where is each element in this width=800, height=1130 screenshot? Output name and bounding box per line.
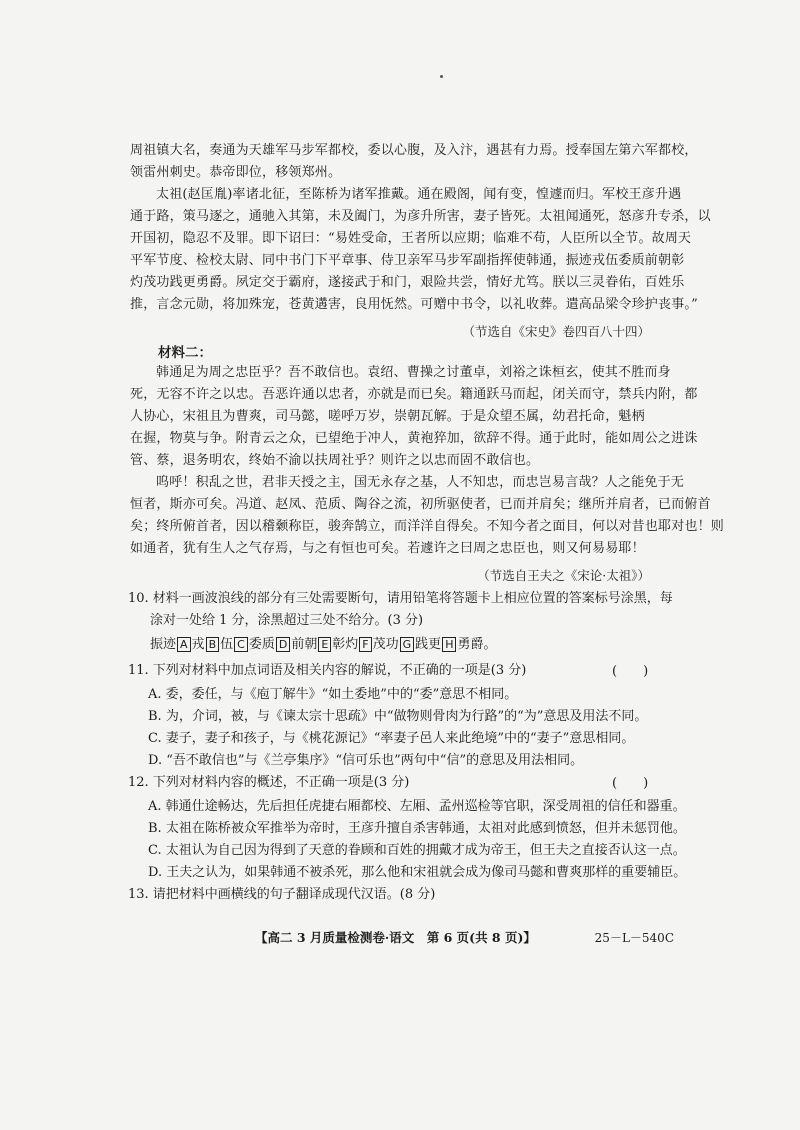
q11-option-b: B. 为，介词，被，与《谏太宗十思疏》中“做物则骨肉为行路”的“为”意思及用法不同。 [148,709,648,724]
material-2-line: 恒者，斯亦可矣。冯道、赵凤、范质、陶谷之流，初所驱使者，已而并肩矣；继所并肩者，已而俯首 [130,497,711,512]
material-2-line: 如通者，犹有生人之气存焉，与之有恒也可矣。若遽许之曰周之忠臣也，则又何易易耶！ [130,541,645,556]
footer-title: 【高二 3 月质量检测卷·语文 第 6 页(共 8 页)】 [255,930,536,945]
q11-option-c: C. 妻子，妻子和孩子，与《桃花源记》“率妻子邑人来此绝境”中的“妻子”意思相同。 [148,731,635,746]
q10-marker-e[interactable]: E [318,637,331,652]
q10-marker-g[interactable]: G [400,637,415,652]
material-2-line: 死，无容不许之以忠。吾恶许通以忠者，亦就是而已矣。籍通跃马而起，闭关而守，禁兵内附，都 [130,387,698,402]
material-1-line: 周祖镇大名，奏通为天雄军马步军都校，委以心腹，及入汴，遇甚有力焉。授奉国左第六军都校， [130,143,698,158]
q10-segment: 伍 [220,637,234,652]
material-1-source: （节选自《宋史》卷四百八十四） [462,324,650,339]
q10-segment: 前朝 [291,637,318,652]
q10-marker-a[interactable]: A [177,637,191,652]
material-2-line: 矣；终所俯首者，因以稽颡称臣，骏奔鹄立，而洋洋自得矣。不知今者之面目，何以对昔也耶对也！则 [130,519,725,534]
q13-stem: 13. 请把材料中画横线的句子翻译成现代汉语。(8 分) [128,887,436,902]
material-2-heading: 材料二： [158,345,212,361]
q10-segment: 委质 [248,637,275,652]
material-2-line: 韩通足为周之忠臣乎？吾不敢信也。袁绍、曹操之讨董卓，刘裕之诛桓玄，使其不胜而身 [156,365,671,380]
q10-marker-c[interactable]: C [234,637,248,652]
q12-option-a: A. 韩通仕途畅达，先后担任虎捷右厢都校、左厢、孟州巡检等官职，深受周祖的信任和器重。 [148,799,686,814]
material-2-line: 在握，物莫与争。附青云之众，已望绝于冲人，黄袍猝加，欲辞不得。通于此时，能如周公之进诛 [130,431,698,446]
material-1-line: 开国初，隐忍不及罪。即下诏曰：“易姓受命，王者所以应期；临难不苟，人臣所以全节。故周天 [130,231,692,246]
q12-option-c: C. 太祖认为自己因为得到了天意的眷顾和百姓的拥戴才成为帝王，但王夫之直接否认这一点。 [148,843,686,858]
q11-option-a: A. 委，委任，与《庖丁解牛》“如土委地”中的“委”意思不相同。 [148,687,518,702]
q10-stem: 10. 材料一画波浪线的部分有三处需要断句，请用铅笔将答题卡上相应位置的答案标号涂黑，每 [128,591,673,606]
material-1-line: 太祖(赵匡胤)率诸北征，至陈桥为诸军推戴。通在殿阁，闻有变，惶遽而归。军校王彦升遇 [156,187,682,202]
q10-segment: 勇爵。 [457,637,497,652]
scan-speck [440,75,443,78]
footer-code: 25－L－540C [594,931,674,945]
q11-answer-paren[interactable]: ( ) [612,664,649,679]
q10-segment: 戎 [191,637,205,652]
q12-option-d: D. 王夫之认为，如果韩通不被杀死，那么他和宋祖就会成为像司马懿和曹爽那样的重要辅臣。 [148,865,687,880]
q10-segment: 茂功 [372,637,399,652]
q10-marker-h[interactable]: H [442,637,456,652]
q11-option-d: D. “吾不敢信也”与《兰亭集序》“信可乐也”两句中“信”的意思及用法相同。 [148,753,584,768]
q11-stem: 11. 下列对材料中加点词语及相关内容的解说，不正确的一项是(3 分) [128,663,527,678]
material-1-line: 推，言念元勋，将加殊宠，苍黄遘害，良用怃然。可赠中书令，以礼收葬。遣高品梁令珍护丧事。” [130,297,698,312]
material-2-line: 呜呼！积乱之世，君非天授之主，国无永存之基，人不知忠，而忠岂易言哉？人之能免于无 [156,475,685,490]
q12-answer-paren[interactable]: ( ) [612,776,649,791]
material-2-line: 管、蔡，退务明农，终始不渝以扶周社乎？则许之以忠而固不敢信也。 [130,453,540,468]
material-1-line: 通于路，策马逐之，通驰入其第，未及阖门，为彦升所害，妻子皆死。太祖闻通死，怒彦升专杀，以 [130,209,711,224]
q10-segment: 彰灼 [332,637,359,652]
q10-segment: 践更 [415,637,442,652]
q10-marker-d[interactable]: D [276,637,290,652]
material-2-line: 人协心，宋祖且为曹爽，司马懿，嗟呼万岁，崇朝瓦解。于是众望丕属，幼君托命，魁柄 [130,409,645,424]
q10-marker-b[interactable]: B [206,637,220,652]
q10-stem-cont: 涂对一处给 1 分，涂黑超过三处不给分。(3 分) [150,613,424,628]
material-1-line: 平军节度、检校太尉、同中书门下平章事、侍卫亲军马步军副指挥使韩通，振迹戎伍委质前朝彰 [130,253,685,268]
q12-stem: 12. 下列对材料内容的概述，不正确一项是(3 分) [128,775,410,790]
material-1-line: 灼茂功践更勇爵。夙定交于霸府，遂接武于和门，艰险共尝，情好尤笃。朕以三灵眷佑，百姓乐 [130,275,685,290]
q10-segment: 振迹 [150,637,177,652]
material-2-source: （节选自王夫之《宋论·太祖》） [477,568,650,583]
q12-option-b: B. 太祖在陈桥被众军推举为帝时，王彦升擅自杀害韩通，太祖对此感到愤怒，但并未惩罚他。 [148,821,686,836]
q10-marker-f[interactable]: F [359,637,371,652]
q10-segment-line [150,634,496,655]
material-1-line: 领雷州刺史。恭帝即位，移领郑州。 [130,165,342,180]
